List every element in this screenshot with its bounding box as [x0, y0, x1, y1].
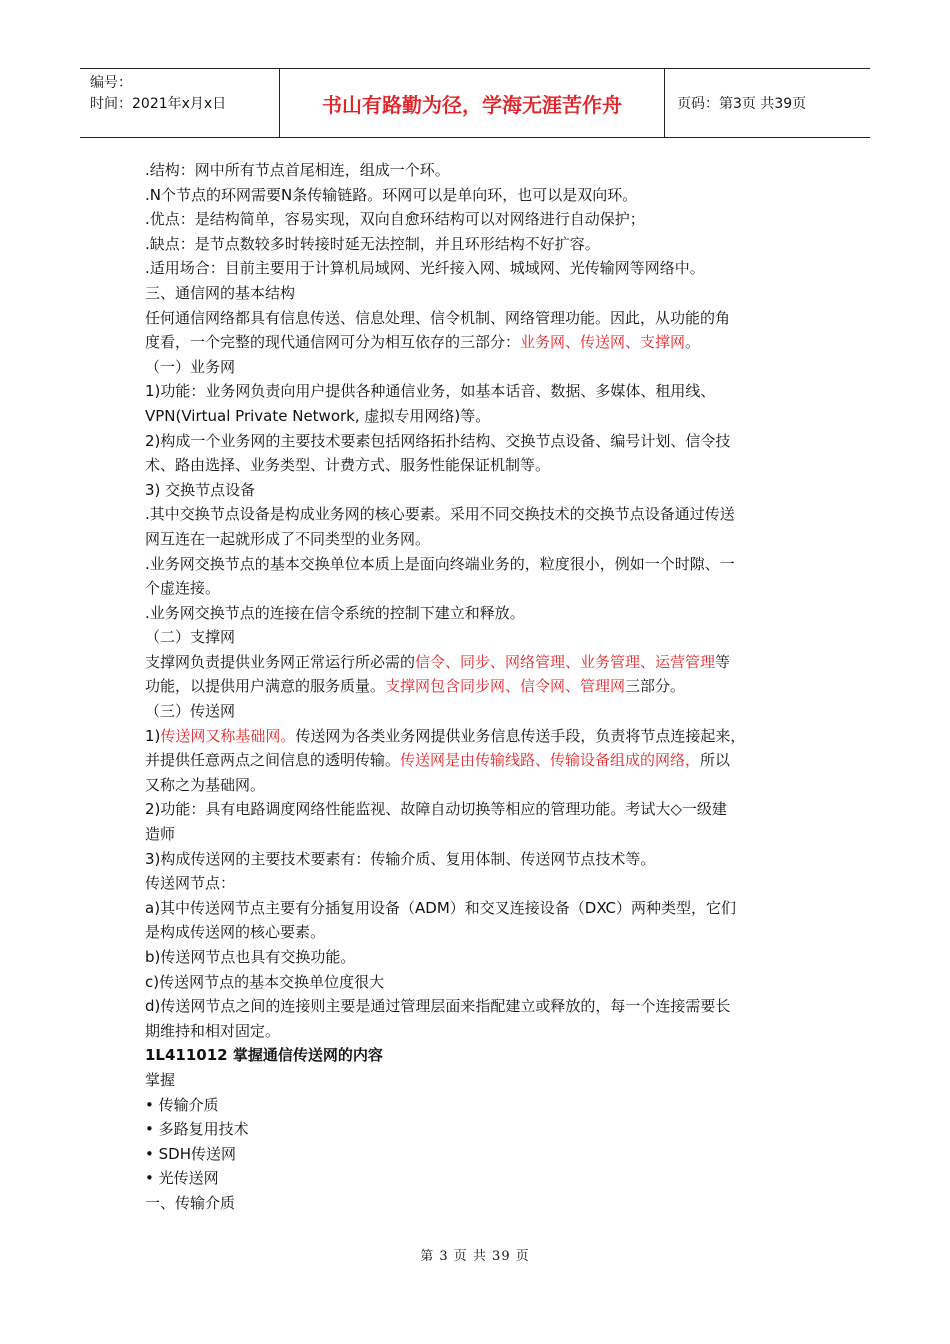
text-line: 3)构成传送网的主要技术要素有：传输介质、复用体制、传送网节点技术等。 — [145, 849, 656, 868]
text-line: （三）传送网 — [145, 702, 236, 721]
text-line: 掌握 — [145, 1070, 176, 1089]
text-line: .结构：网中所有节点首尾相连，组成一个环。 — [145, 161, 450, 179]
text-line: • 传输介质 — [145, 1095, 219, 1114]
text-line: .其中交换节点设备是构成业务网的核心要素。采用不同交换技术的交换节点设备通过传送 — [145, 505, 735, 524]
text-line: .优点：是结构简单，容易实现，双向自愈环结构可以对网络进行自动保护； — [145, 210, 645, 229]
text-line: • SDH传送网 — [145, 1144, 236, 1163]
time-label: 时间：2021年x月x日 — [90, 96, 227, 112]
header-page-code: 页码：第3页 共39页 — [677, 96, 807, 112]
text-line: .业务网交换节点的连接在信令系统的控制下建立和释放。 — [145, 603, 525, 622]
highlight-text: 支撑网包含同步网、信令网、管理网 — [385, 677, 626, 696]
text-line — [145, 330, 825, 355]
text-line: b)传送网节点也具有交换功能。 — [145, 948, 356, 966]
text-line: .业务网交换节点的基本交换单位本质上是面向终端业务的，粒度很小，例如一个时隙、一 — [145, 554, 735, 573]
section-heading: 1L411012 掌握通信传送网的内容 — [145, 1046, 383, 1065]
text-line: .缺点：是节点数较多时转接时延无法控制，并且环形结构不好扩容。 — [145, 234, 600, 253]
text-line: 又称之为基础网。 — [145, 775, 266, 794]
text-line: 造师 — [145, 825, 176, 844]
text-line: • 光传送网 — [145, 1169, 219, 1188]
text-line: • 多路复用技术 — [145, 1120, 249, 1139]
text-segment: 传送网为各类业务网提供业务信息传送手段，负责将节点连接起来， — [295, 726, 746, 745]
text-line: c)传送网节点的基本交换单位度很大 — [145, 972, 385, 991]
text-line — [145, 674, 825, 699]
text-line: 2)功能：具有电路调度网络性能监视、故障自动切换等相应的管理功能。考试大◇一级建 — [145, 800, 727, 819]
text-line: d)传送网节点之间的连接则主要是通过管理层面来指配建立或释放的，每一个连接需要长 — [145, 997, 731, 1016]
text-segment: 度看，一个完整的现代通信网可分为相互依存的三部分： — [145, 333, 521, 352]
text-segment: 。 — [685, 333, 701, 352]
text-line: .N个节点的环网需要N条传输链路。环网可以是单向环，也可以是双向环。 — [145, 185, 638, 204]
text-segment: 并提供任意两点之间信息的透明传输。 — [145, 751, 401, 770]
text-line: 个虚连接。 — [145, 579, 221, 598]
document-body — [145, 158, 825, 1216]
highlight-text: 信令、同步、网络管理、业务管理、运营管理 — [415, 652, 716, 671]
highlight-text: 传送网又称基础网。 — [160, 726, 296, 745]
text-line — [145, 724, 825, 749]
text-segment: 1) — [145, 726, 161, 745]
highlight-text: 业务网、传送网、支撑网 — [520, 333, 686, 352]
text-line: 是构成传送网的核心要素。 — [145, 923, 326, 942]
text-line: VPN(Virtual Private Network, 虚拟专用网络)等。 — [145, 406, 491, 425]
text-segment: 等 — [715, 652, 731, 671]
number-label: 编号： — [90, 75, 132, 91]
text-segment: 支撑网负责提供业务网正常运行所必需的 — [145, 652, 416, 671]
highlight-text: 传送网是由传输线路、传输设备组成的网络， — [400, 751, 701, 770]
text-line — [145, 650, 825, 675]
text-line: 1)功能：业务网负责向用户提供各种通信业务，如基本话音、数据、多媒体、租用线、 — [145, 382, 716, 401]
text-line: 任何通信网络都具有信息传送、信息处理、信令机制、网络管理功能。因此，从功能的角 — [145, 308, 731, 327]
document-header — [80, 68, 870, 138]
text-line: 期维持和相对固定。 — [145, 1021, 281, 1040]
text-segment: 所以 — [700, 751, 731, 770]
text-line — [145, 748, 825, 773]
text-line: 传送网节点： — [145, 874, 236, 893]
text-line: 3) 交换节点设备 — [145, 480, 256, 499]
text-line: .适用场合：目前主要用于计算机局域网、光纤接入网、城域网、光传输网等网络中。 — [145, 259, 705, 278]
text-line: a)其中传送网节点主要有分插复用设备（ADM）和交叉连接设备（DXC）两种类型，它们 — [145, 898, 737, 917]
text-segment: 三部分。 — [625, 677, 686, 696]
text-line: 三、通信网的基本结构 — [145, 283, 296, 302]
text-line: （二）支撑网 — [145, 628, 236, 647]
page-footer: 第 3 页 共 39 页 — [420, 1249, 530, 1264]
text-segment: 功能，以提供用户满意的服务质量。 — [145, 677, 386, 696]
header-meta — [80, 69, 280, 137]
text-line: 网互连在一起就形成了不同类型的业务网。 — [145, 529, 431, 548]
header-motto: 书山有路勤为径，学海无涯苦作舟 — [280, 69, 665, 137]
text-line: （一）业务网 — [145, 357, 236, 376]
text-line: 2)构成一个业务网的主要技术要素包括网络拓扑结构、交换节点设备、编号计划、信令技 — [145, 431, 731, 450]
text-line: 术、路由选择、业务类型、计费方式、服务性能保证机制等。 — [145, 456, 551, 475]
text-line: 一、传输介质 — [145, 1193, 236, 1212]
